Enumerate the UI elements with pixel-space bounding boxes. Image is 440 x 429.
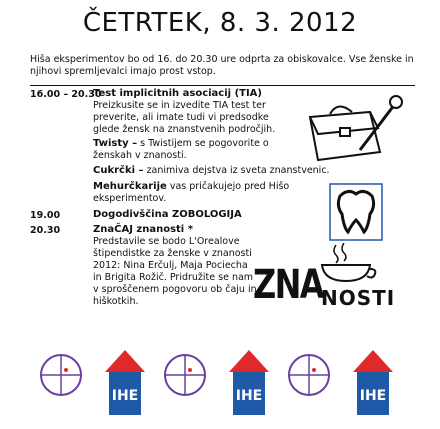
activity-twisty — [93, 138, 283, 162]
teacup-icon — [318, 243, 378, 283]
time-1600: 16.00 – 20.30 — [30, 89, 102, 100]
activity-name: Cukrčki – — [93, 165, 144, 176]
house-of-experiments-icon — [229, 350, 269, 415]
time-1900: 19.00 — [30, 210, 61, 221]
svg-text:IHE: IHE — [359, 388, 387, 404]
event-znacaj — [93, 224, 258, 308]
event-desc: Predstavile se bodo L'Orealove štipendistke za ženske v znanosti 2012: Nina Erčulj, Maja Pociecha in Brigita Rožič. Pridružite se nam v sproščenem pogovoru ob čaju in hiškotkih. — [93, 236, 257, 307]
time-2030: 20.30 — [30, 225, 61, 236]
event-title: Test implicitnih asociacij (TIA) — [93, 88, 262, 99]
logo-nosti: NOSTI — [321, 286, 396, 310]
event-tia — [93, 88, 283, 136]
activity-desc: s Twistijem se pogovorite o ženskah v znanosti. — [93, 138, 269, 161]
tooth-illustration — [328, 182, 384, 242]
activity-name: Twisty – — [93, 138, 138, 149]
footer-logo-row — [5, 350, 437, 420]
svg-text:IHE: IHE — [235, 388, 263, 404]
svg-text:IHE: IHE — [111, 388, 139, 404]
event-title: ZnaČAJ znanosti * — [93, 224, 193, 235]
activity-desc: vas pričakujejo pred Hišo eksperimentov. — [93, 181, 290, 204]
house-of-experiments-icon — [353, 350, 393, 415]
divider — [30, 85, 415, 86]
activity-mehurckarije — [93, 181, 308, 205]
event-desc: Preizkusite se in izvedite TIA test ter preverite, ali imate tudi vi predsodke glede žensk na znanstvenih področjih. — [93, 100, 276, 135]
briefcase-illustration — [300, 92, 405, 172]
house-of-experiments-icon — [105, 350, 145, 415]
event-zobologija — [93, 209, 242, 221]
science-circle-icon — [289, 355, 329, 395]
logo-zna: ZNA — [253, 262, 323, 308]
event-title: Dogodivščina ZOBOLOGIJA — [93, 209, 242, 220]
activity-desc: zanimiva dejstva iz sveta znanstvenic. — [146, 165, 330, 176]
activity-name: Mehurčkarije — [93, 181, 167, 192]
science-circle-icon — [41, 355, 81, 395]
page-title: ČETRTEK, 8. 3. 2012 — [82, 8, 358, 38]
intro-text: Hiša eksperimentov bo od 16. do 20.30 ure odprta za obiskovalce. Vse ženske in njihovi spremljevalci imajo prost vstop. — [30, 54, 414, 77]
science-circle-icon — [165, 355, 205, 395]
